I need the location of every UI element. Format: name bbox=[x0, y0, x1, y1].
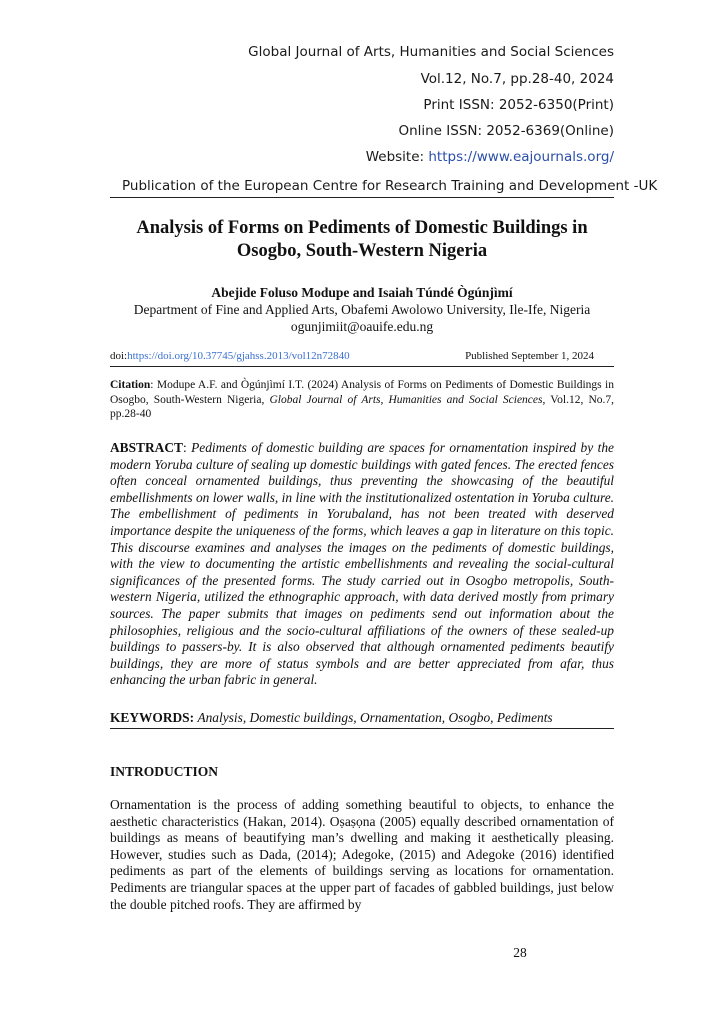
abstract: ABSTRACT: Pediments of domestic building are spaces for ornamentation inspired by the modern Yoruba culture of sealing up domestic buildings with gated fences. The erected fences often conceal ornamented buildings, thus preventing the showcasing of the beautiful embellishments on lower walls, in line with the institutionalized ostentation in Yoruba culture. The embellishment of pediments in Yorubaland, has not been treated with deserved importance despite the uniqueness of the forms, which leaves a gap in literature on this topic. This discourse examines and analyses the images on the pediments of domestic buildings, with the view to documenting the artistic embellishments and revealing the social-cultural significances of the presented forms. The study carried out in Osogbo metropolis, South-western Nigeria, utilized the ethnographic approach, with data derived mostly from primary sources. The paper submits that images on pediments send out information about the philosophies, religious and the socio-cultural affiliations of the owners of these sealed-up buildings to passers-by. It is also observed that although ornamented pediments beautify buildings, they are more of status symbols and are better appreciated from afar, thus enhancing the urban fabric in general. bbox=[110, 440, 614, 688]
citation-text: : Modupe A.F. and Ògúnjìmí I.T. (2024) Analysis of Forms on Pediments of Domestic Buildings in Osogbo, South-Western Nigeria, bbox=[110, 379, 614, 406]
journal-name: Global Journal of Arts, Humanities and Social Sciences bbox=[248, 44, 614, 60]
citation-label: Citation bbox=[110, 379, 151, 391]
doi-prefix: doi: bbox=[110, 350, 128, 362]
print-issn: Print ISSN: 2052-6350(Print) bbox=[423, 97, 614, 113]
citation-volume: , Vol.12, No.7, pp.28-40 bbox=[110, 393, 615, 420]
introduction-paragraph: Ornamentation is the process of adding something beautiful to objects, to enhance the aesthetic characteristics (Hakan, 2014). Oṣaṣọna (2005) equally described ornamentation of buildings as means of beautifying man’s dwelling and making it aesthetically pleasing. However, studies such as Dada, (2014); Adegoke, (2015) and Adegoke (2016) identified pediments as part of the elements of buildings serving as locations for ornamentation. Pediments are triangular spaces at the upper part of facades of gabbled buildings, just below the double pitched roofs. They are affirmed by bbox=[110, 797, 614, 912]
author-names: Abejide Foluso Modupe and Isaiah Túndé Ògúnjìmí bbox=[211, 285, 513, 300]
keywords-label: KEYWORDS: bbox=[110, 710, 195, 725]
abstract-label: ABSTRACT bbox=[110, 440, 183, 455]
paper-title: Analysis of Forms on Pediments of Domestic Buildings in Osogbo, South-Western Nigeria bbox=[136, 218, 588, 261]
journal-volume: Vol.12, No.7, pp.28-40, 2024 bbox=[420, 71, 614, 87]
publisher-line: Publication of the European Centre for Research Training and Development -UK bbox=[110, 178, 614, 198]
published-date: Published September 1, 2024 bbox=[465, 350, 594, 362]
author-email: ogunjimiit@oauife.edu.ng bbox=[290, 319, 434, 334]
citation bbox=[110, 378, 614, 422]
website-line bbox=[366, 149, 614, 165]
doi-link[interactable]: https://doi.org/10.37745/gjahss.2013/vol12n72840 bbox=[127, 350, 350, 362]
keywords-values: Analysis, Domestic buildings, Ornamentation, Osogbo, Pediments bbox=[197, 710, 553, 725]
introduction-heading: INTRODUCTION bbox=[110, 764, 219, 779]
page-number: 28 bbox=[513, 945, 527, 960]
citation-journal: Global Journal of Arts, Humanities and Social Sciences bbox=[269, 393, 543, 406]
website-link[interactable]: https://www.eajournals.org/ bbox=[428, 149, 614, 165]
doi-line bbox=[110, 350, 614, 367]
abstract-text: Pediments of domestic building are spaces for ornamentation inspired by the modern Yoruba culture of sealing up domestic buildings with gated fences. The erected fences often conceal ornamented buildings, thus preventing the showcasing of the beautiful embellishments on lower walls, in line with the institutionalized ostentation in Yoruba culture. The embellishment of pediments in Yorubaland, has not been treated with deserved importance despite the uniqueness of the forms, which leaves a gap in literature on this topic. This discourse examines and analyses the images on the pediments of domestic buildings, with the view to documenting the artistic embellishments and revealing the social-cultural significances of the presented forms. The study carried out in Osogbo metropolis, South-western Nigeria, utilized the ethnographic approach, with data derived mostly from primary sources. The paper submits that images on pediments send out information about the philosophies, religious and the socio-cultural affiliations of the owners of these sealed-up buildings to passers-by. It is also observed that although ornamented pediments beautify buildings, they are more of status symbols and are better appreciated from afar, thus enhancing the urban fabric in general. bbox=[110, 440, 614, 688]
website-label: Website: bbox=[365, 149, 429, 165]
online-issn: Online ISSN: 2052-6369(Online) bbox=[398, 123, 614, 139]
author-affiliation: Department of Fine and Applied Arts, Obafemi Awolowo University, Ile-Ife, Nigeria bbox=[133, 302, 591, 317]
keywords bbox=[110, 710, 614, 729]
